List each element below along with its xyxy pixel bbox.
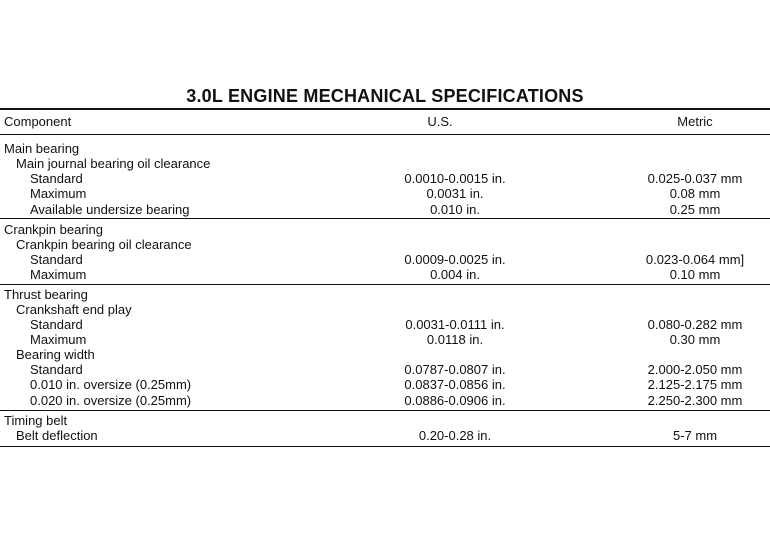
component-cell: Maximum [30, 332, 87, 347]
table-row [0, 413, 770, 429]
component-cell: Crankpin bearing oil clearance [16, 237, 192, 252]
table-row [0, 141, 770, 157]
us-cell: 0.0886-0.0906 in. [404, 393, 506, 408]
us-cell: 0.010 in. [430, 202, 480, 217]
metric-cell: 0.30 mm [669, 332, 721, 347]
header-rule [0, 134, 770, 135]
us-cell: 0.004 in. [430, 267, 480, 282]
metric-cell: 0.025-0.037 mm [647, 171, 743, 186]
us-cell: 0.0031 in. [426, 186, 484, 201]
header-component: Component [4, 114, 72, 129]
table-row [0, 186, 770, 202]
table-bottom-rule [0, 446, 770, 447]
metric-cell: 0.10 mm [669, 267, 721, 282]
table-row [0, 267, 770, 283]
header-metric: Metric [677, 114, 713, 129]
us-cell: 0.0837-0.0856 in. [404, 377, 506, 392]
table-row [0, 428, 770, 444]
component-cell: Maximum [30, 186, 87, 201]
metric-cell: 0.023-0.064 mm] [645, 252, 745, 267]
component-cell: Crankpin bearing [4, 222, 104, 237]
table-header [0, 114, 770, 132]
section-divider [0, 284, 770, 285]
table-row [0, 302, 770, 318]
component-cell: Main journal bearing oil clearance [16, 156, 211, 171]
component-cell: 0.020 in. oversize (0.25mm) [30, 393, 192, 408]
component-cell: Maximum [30, 267, 87, 282]
table-row [0, 362, 770, 378]
component-cell: Main bearing [4, 141, 80, 156]
table-row [0, 222, 770, 238]
metric-cell: 0.25 mm [669, 202, 721, 217]
metric-cell: 5-7 mm [672, 428, 718, 443]
metric-cell: 2.125-2.175 mm [647, 377, 743, 392]
table-row [0, 347, 770, 363]
us-cell: 0.0009-0.0025 in. [404, 252, 506, 267]
us-cell: 0.0118 in. [426, 332, 484, 347]
metric-cell: 2.000-2.050 mm [647, 362, 743, 377]
component-cell: Thrust bearing [4, 287, 88, 302]
metric-cell: 2.250-2.300 mm [647, 393, 743, 408]
header-us: U.S. [427, 114, 453, 129]
section-divider [0, 410, 770, 411]
component-cell: Crankshaft end play [16, 302, 132, 317]
us-cell: 0.0787-0.0807 in. [404, 362, 506, 377]
us-cell: 0.0031-0.0111 in. [405, 317, 505, 332]
component-cell: Timing belt [4, 413, 68, 428]
component-cell: Bearing width [16, 347, 95, 362]
table-row [0, 237, 770, 253]
component-cell: Available undersize bearing [30, 202, 190, 217]
component-cell: Belt deflection [16, 428, 98, 443]
component-cell: Standard [30, 252, 83, 267]
table-row [0, 332, 770, 348]
table-row [0, 171, 770, 187]
table-row [0, 287, 770, 303]
component-cell: Standard [30, 362, 83, 377]
metric-cell: 0.08 mm [669, 186, 721, 201]
table-row [0, 393, 770, 409]
title-rule [0, 108, 770, 110]
table-row [0, 317, 770, 333]
component-cell: 0.010 in. oversize (0.25mm) [30, 377, 192, 392]
page-title: 3.0L ENGINE MECHANICAL SPECIFICATIONS [186, 86, 584, 106]
us-cell: 0.0010-0.0015 in. [404, 171, 506, 186]
table-row [0, 156, 770, 172]
table-row [0, 202, 770, 218]
table-row [0, 377, 770, 393]
component-cell: Standard [30, 171, 83, 186]
us-cell: 0.20-0.28 in. [418, 428, 492, 443]
table-row [0, 252, 770, 268]
section-divider [0, 218, 770, 219]
component-cell: Standard [30, 317, 83, 332]
metric-cell: 0.080-0.282 mm [647, 317, 743, 332]
